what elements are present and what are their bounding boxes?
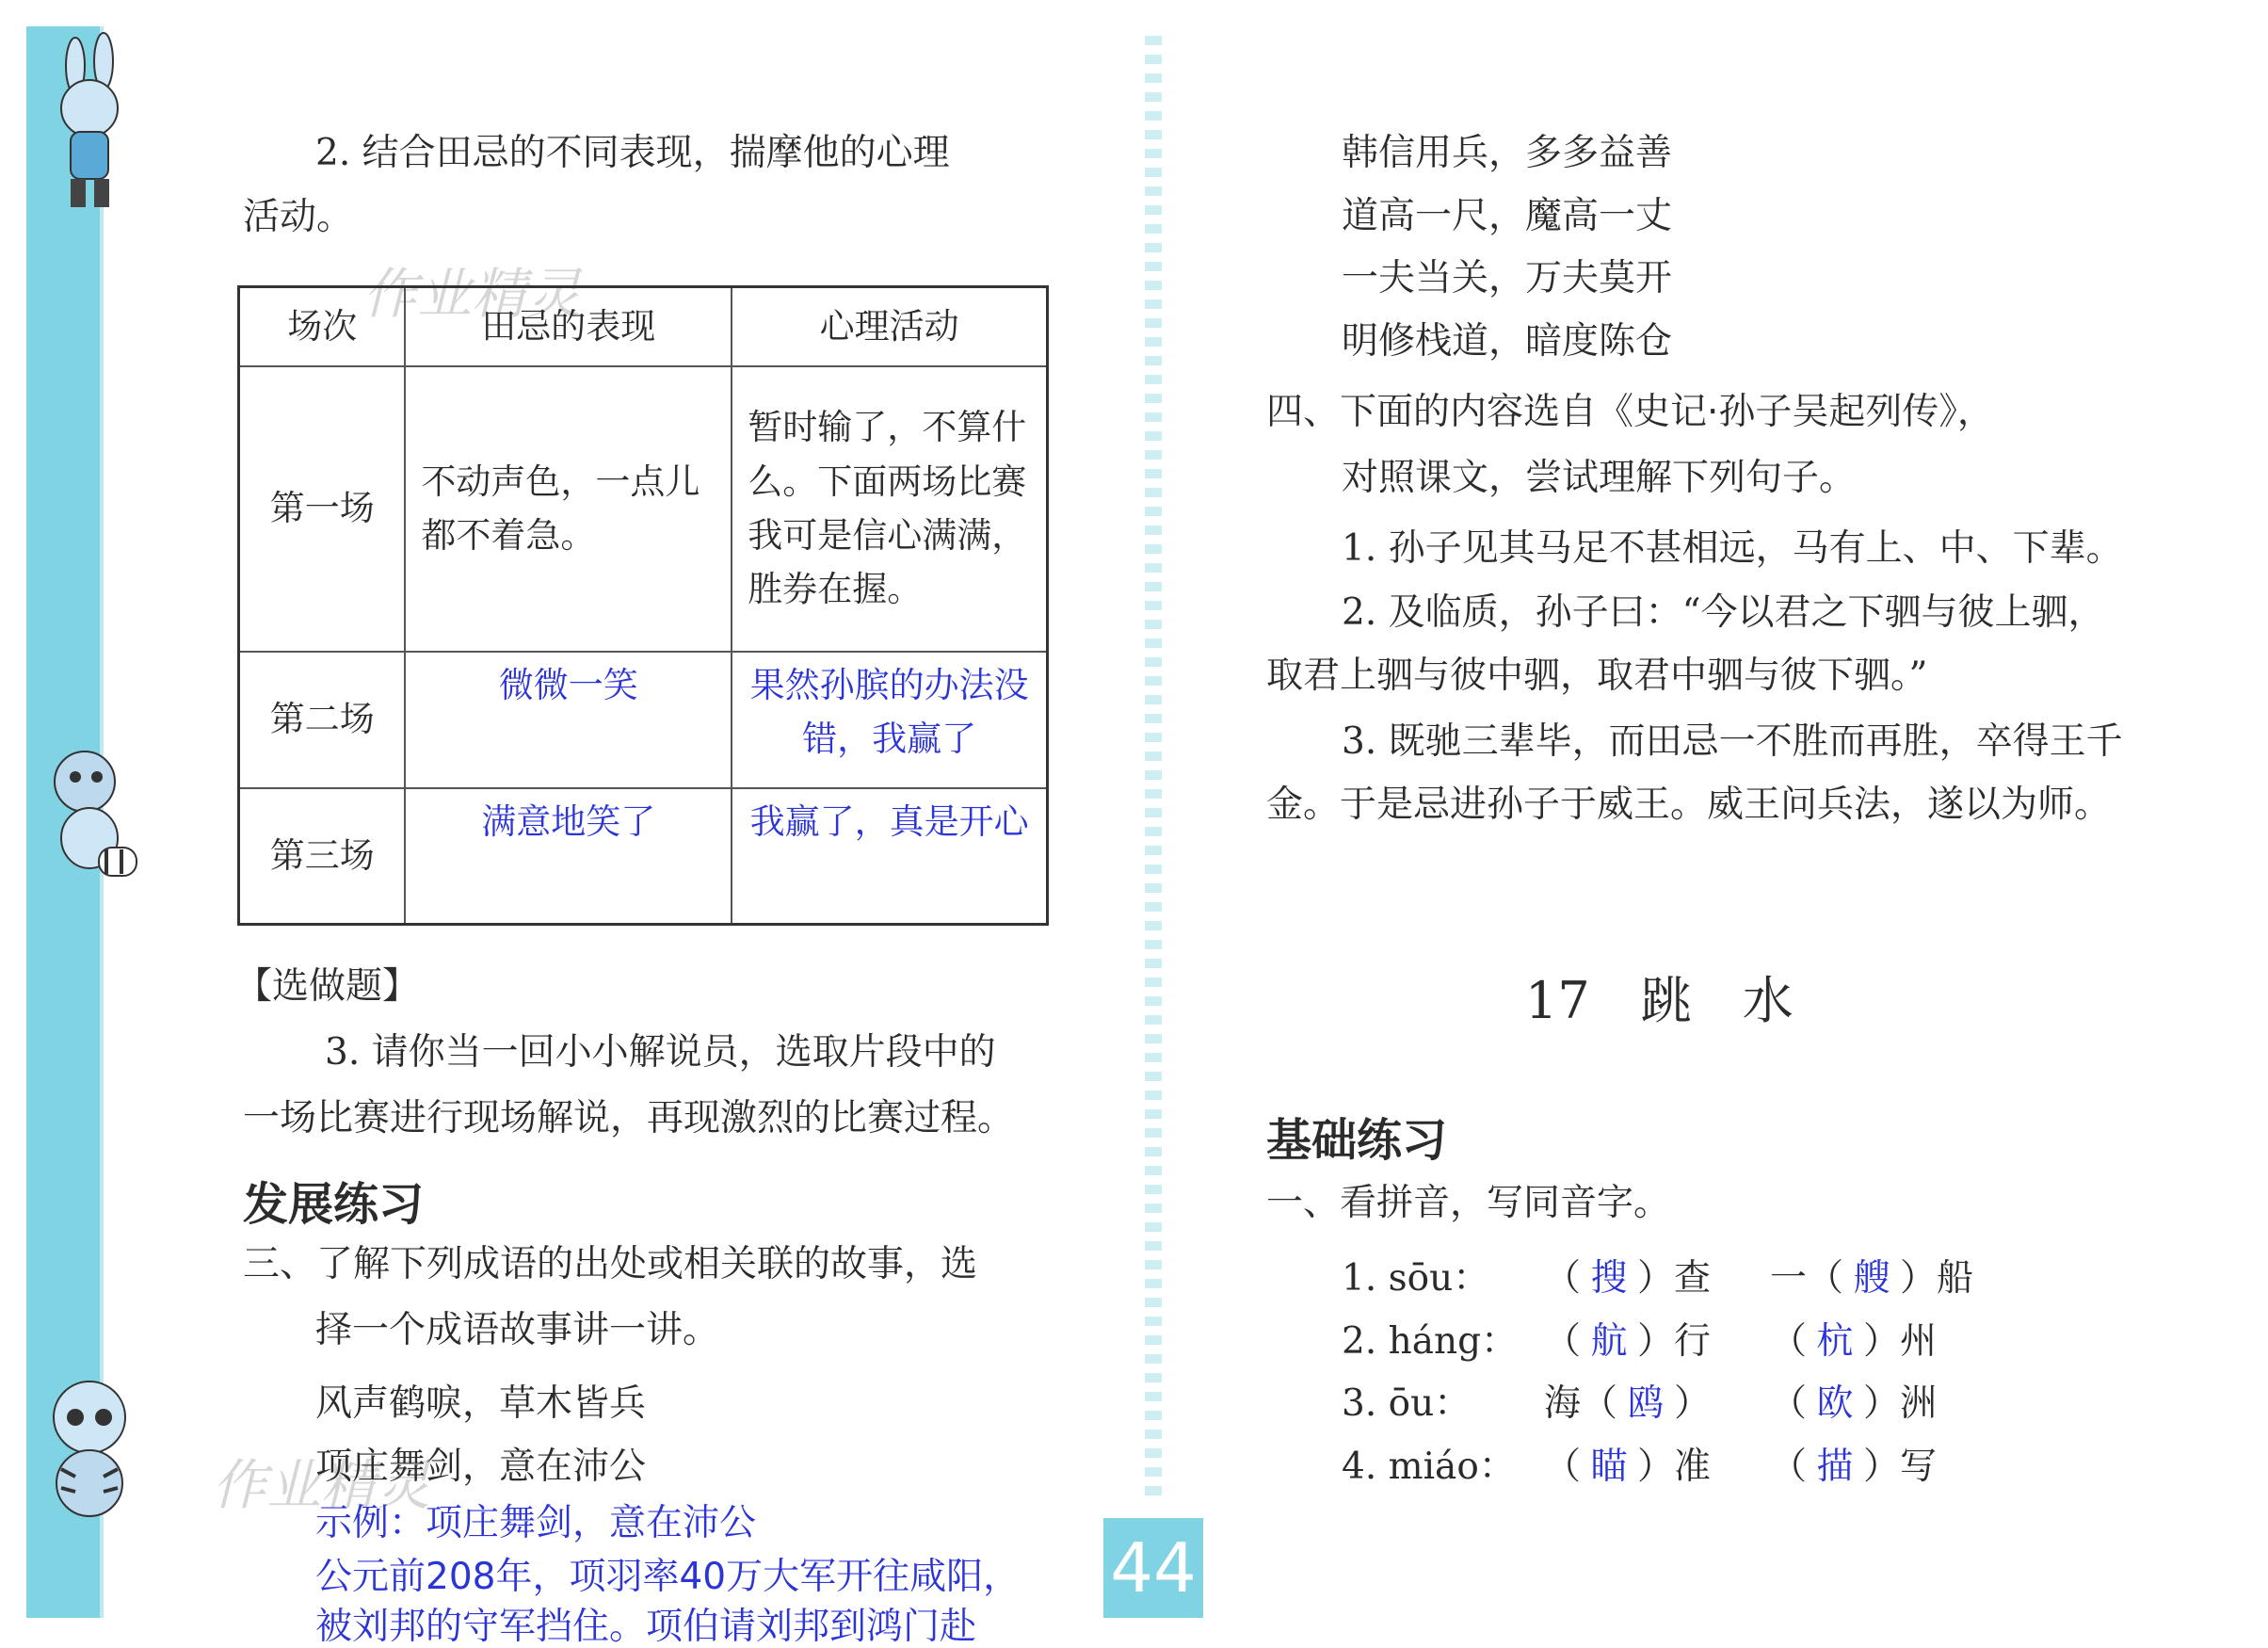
table-header: 场次	[239, 287, 406, 366]
paren-open: （	[1544, 1320, 1582, 1363]
answer-char: 航	[1590, 1320, 1628, 1363]
answer-char: 鸥	[1627, 1382, 1665, 1425]
pinyin-row	[1342, 1446, 2019, 1490]
paren-open: 海（	[1544, 1382, 1618, 1425]
answer-char: 杭	[1816, 1320, 1854, 1363]
paren-close: ）准	[1637, 1446, 1712, 1488]
section-heading: 基础练习	[1266, 1114, 1448, 1167]
watermark: 作业精灵	[212, 1453, 431, 1517]
table-header: 心理活动	[732, 287, 1047, 366]
question-four-line1: 四、下面的内容选自《史记·孙子吴起列传》，	[1266, 391, 1994, 433]
sentence-3-line2: 金。于是忌进孙子于威王。威王问兵法，遂以为师。	[1266, 784, 2112, 826]
paren-open: （	[1770, 1382, 1808, 1425]
book-spine	[1145, 26, 1162, 1495]
performance-cell: 不动声色，一点儿都不着急。	[405, 366, 732, 652]
question-four-line2: 对照课文，尝试理解下列句子。	[1342, 457, 1857, 499]
answer-table	[237, 285, 1049, 926]
mind-answer: 我赢了，真是开心	[732, 788, 1047, 925]
question-one: 一、看拼音，写同音字。	[1266, 1182, 1671, 1224]
watermark: 作业精灵	[362, 262, 582, 326]
question-2-line2: 活动。	[243, 196, 354, 238]
sentence-2-line2: 取君上驷与彼中驷，取君中驷与彼下驷。”	[1266, 654, 1928, 697]
page-number: 44	[1103, 1518, 1203, 1618]
answer-text: 示例：项庄舞剑，意在沛公	[315, 1502, 757, 1544]
answer-char: 描	[1816, 1446, 1854, 1488]
pinyin-label: 1. sōu：	[1342, 1257, 1490, 1300]
idiom-item: 一夫当关，万夫莫开	[1342, 257, 1673, 299]
pinyin-row	[1342, 1257, 2019, 1301]
sentence-1: 1. 孙子见其马足不甚相远，马有上、中、下辈。	[1342, 527, 2123, 570]
question-2-line1: 2. 结合田忌的不同表现，揣摩他的心理	[315, 132, 950, 174]
section-heading: 发展练习	[243, 1178, 425, 1231]
paren-close: ）查	[1637, 1257, 1712, 1300]
sentence-2-line1: 2. 及临质，孙子曰：“今以君之下驷与彼上驷，	[1342, 591, 2105, 634]
tiger-cartoon-icon	[24, 1365, 155, 1526]
answer-char: 瞄	[1590, 1446, 1628, 1488]
optional-label: 【选做题】	[235, 965, 420, 1008]
table-row	[239, 366, 1048, 652]
answer-text: 被刘邦的守军挡住。项伯请刘邦到鸿门赴	[315, 1606, 977, 1648]
paren-close: ）行	[1637, 1320, 1712, 1363]
performance-answer: 微微一笑	[405, 652, 732, 788]
question-3-line1: 3. 请你当一回小小解说员，选取片段中的	[325, 1031, 996, 1074]
question-three-line1: 三、了解下列成语的出处或相关联的故事，选	[243, 1243, 978, 1285]
table-row	[239, 652, 1048, 788]
sentence-3-line1: 3. 既驰三辈毕，而田忌一不胜而再胜，卒得王千	[1342, 720, 2123, 763]
paren-close: ）	[1674, 1382, 1712, 1425]
idiom-item: 项庄舞剑，意在沛公	[315, 1446, 647, 1488]
paren-close: ）写	[1863, 1446, 1938, 1488]
paren-close: ）洲	[1863, 1382, 1938, 1425]
pinyin-label: 4. miáo：	[1342, 1446, 1516, 1488]
paren-close: ）船	[1900, 1257, 1974, 1300]
pinyin-label: 2. háng：	[1342, 1320, 1519, 1363]
table-row	[239, 788, 1048, 925]
round-cell: 第三场	[239, 788, 406, 925]
question-three-line2: 择一个成语故事讲一讲。	[315, 1309, 720, 1351]
lesson-title: 17 跳 水	[1525, 971, 1793, 1030]
paren-open: （	[1544, 1257, 1582, 1300]
answer-text: 公元前208年，项羽率40万大军开往咸阳，	[315, 1556, 1021, 1598]
answer-char: 欧	[1816, 1382, 1854, 1425]
question-3-line2: 一场比赛进行现场解说，再现激烈的比赛过程。	[243, 1097, 1015, 1139]
pinyin-row	[1342, 1320, 2019, 1365]
mind-answer: 果然孙膑的办法没错，我赢了	[732, 652, 1047, 788]
round-cell: 第二场	[239, 652, 406, 788]
answer-char: 搜	[1590, 1257, 1628, 1300]
pinyin-label: 3. ōu：	[1342, 1382, 1472, 1425]
performance-answer: 满意地笑了	[405, 788, 732, 925]
table-header: 田忌的表现	[405, 287, 732, 366]
raccoon-cartoon-icon	[24, 735, 146, 895]
idiom-item: 道高一尺，魔高一丈	[1342, 195, 1673, 237]
rabbit-cartoon-icon	[19, 28, 141, 217]
pinyin-row	[1342, 1382, 2019, 1427]
table-header-row	[239, 287, 1048, 366]
paren-close: ）州	[1863, 1320, 1938, 1363]
paren-open: （	[1770, 1446, 1808, 1488]
paren-open: （	[1544, 1446, 1582, 1488]
idiom-item: 明修栈道，暗度陈仓	[1342, 320, 1673, 363]
round-cell: 第一场	[239, 366, 406, 652]
idiom-item: 风声鹤唳，草木皆兵	[315, 1382, 647, 1425]
mind-cell: 暂时输了，不算什么。下面两场比赛我可是信心满满，胜券在握。	[732, 366, 1047, 652]
paren-open: （	[1770, 1320, 1808, 1363]
answer-char: 艘	[1853, 1257, 1890, 1300]
idiom-item: 韩信用兵，多多益善	[1342, 132, 1673, 174]
paren-open: 一（	[1770, 1257, 1844, 1300]
